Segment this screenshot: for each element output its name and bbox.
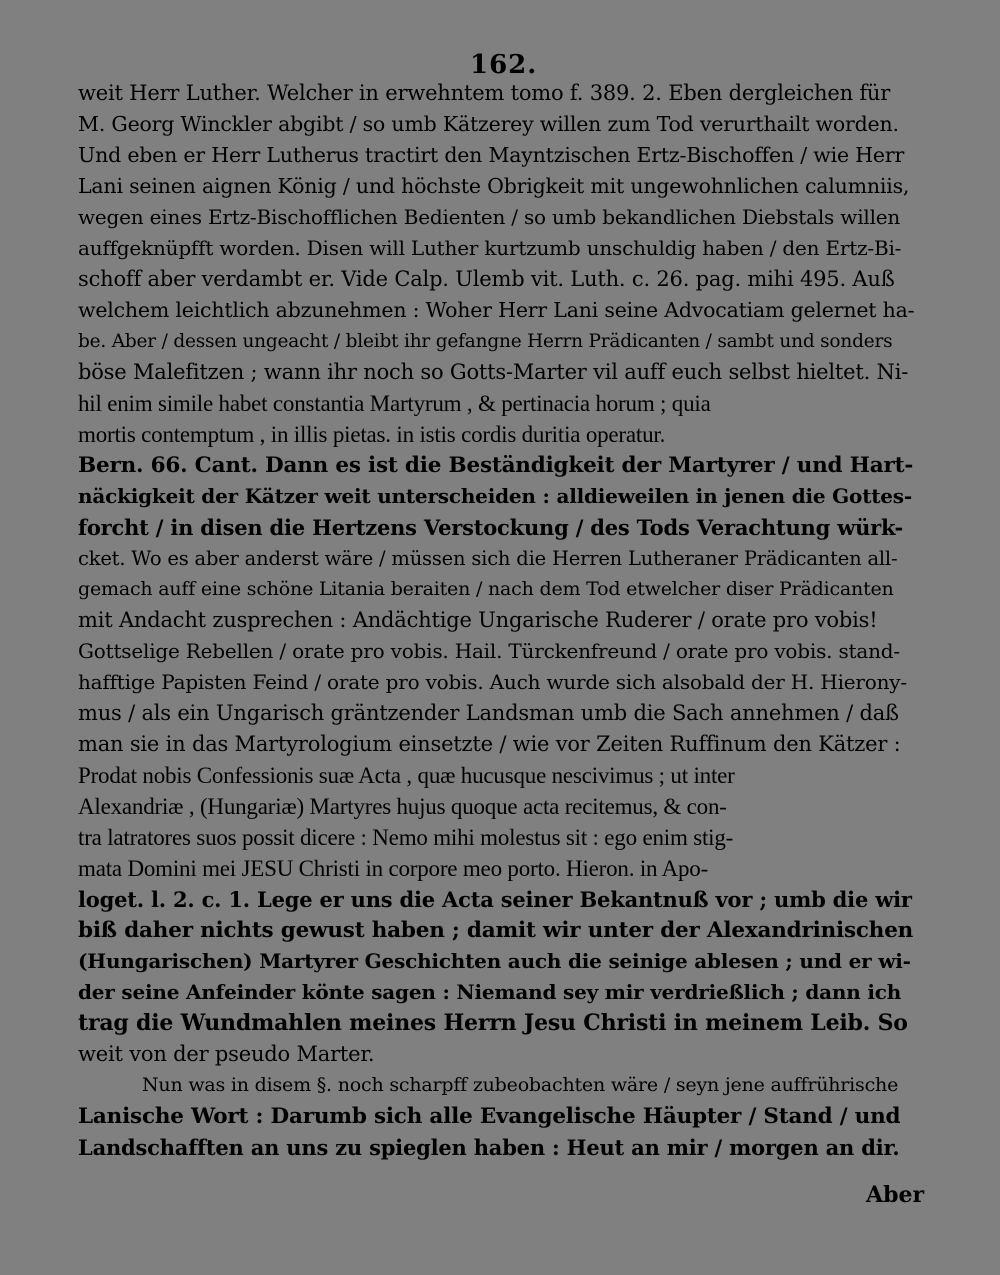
text-line: be. Aber / dessen ungeacht / bleibt ihr gefangne Herrn Prädicanten / sambt und sonders	[78, 331, 893, 352]
text-line: trag die Wundmahlen meines Herrn Jesu Christi in meinem Leib. So	[78, 1010, 908, 1036]
text-line: weit von der pseudo Marter.	[78, 1042, 375, 1066]
text-line: Und eben er Herr Lutherus tractirt den Mayntzischen Ertz-Bischoffen / wie Herr	[78, 143, 905, 167]
text-line: loget. l. 2. c. 1. Lege er uns die Acta seiner Bekantnuß vor ; umb die wir	[78, 887, 912, 912]
text-line: mus / als ein Ungarisch gräntzender Landsman umb die Sach annehmen / daß	[78, 701, 899, 725]
text-line: gemach auff eine schöne Litania beraiten / nach dem Tod etwelcher diser Prädicanten	[78, 578, 894, 600]
text-line: näckigkeit der Kätzer weit unterscheiden : alldieweilen in jenen die Gottes-	[78, 484, 912, 508]
text-line: welchem leichtlich abzunehmen : Woher Herr Lani seine Advocatiam gelernet ha-	[78, 298, 914, 322]
body-text	[78, 78, 914, 1163]
text-line: forcht / in disen die Hertzens Verstockung / des Tods Verachtung würk-	[78, 515, 904, 540]
text-line: cket. Wo es aber anderst wäre / müssen sich die Herren Lutheraner Prädicanten all-	[78, 547, 898, 570]
text-line: Prodat nobis Confessionis suæ Acta , quæ hucusque nescivimus ; ut inter	[78, 763, 735, 788]
text-line: Lani seinen aignen König / und höchste Obrigkeit mit ungewohnlichen calumniis,	[78, 174, 910, 198]
text-line: Bern. 66. Cant. Dann es ist die Beständigkeit der Martyrer / und Hart-	[78, 453, 914, 478]
text-line: Lanische Wort : Darumb sich alle Evangelische Häupter / Stand / und	[78, 1104, 901, 1129]
text-line: auffgeknüpfft worden. Disen will Luther kurtzumb unschuldig haben / den Ertz-Bi-	[78, 236, 902, 260]
text-line: der seine Anfeinder könte sagen : Niemand sey mir verdrießlich ; dann ich	[78, 980, 902, 1004]
text-line: weit Herr Luther. Welcher in erwehntem tomo f. 389. 2. Eben dergleichen für	[78, 81, 891, 105]
text-line: schoff aber verdambt er. Vide Calp. Ulemb vit. Luth. c. 26. pag. mihi 495. Auß	[78, 267, 895, 291]
text-line: Gottselige Rebellen / orate pro vobis. Hail. Türckenfreund / orate pro vobis. stand-	[78, 639, 900, 663]
text-line: böse Malefitzen ; wann ihr noch so Gotts-Marter vil auff euch selbst hieltet. Ni-	[78, 360, 909, 384]
text-line: tra latratores suos possit dicere : Nemo mihi molestus sit : ego enim stig-	[78, 825, 734, 850]
text-line: man sie in das Martyrologium einsetzte / wie vor Zeiten Ruffinum den Kätzer :	[78, 732, 901, 756]
text-line: hil enim simile habet constantia Martyrum , & pertinacia horum ; quia	[78, 391, 711, 416]
text-line: Alexandriæ , (Hungariæ) Martyres hujus quoque acta recitemus, & con-	[78, 794, 727, 819]
text-line: mortis contemptum , in illis pietas. in istis cordis duritia operatur.	[78, 422, 666, 447]
text-line: mit Andacht zusprechen : Andächtige Ungarische Ruderer / orate pro vobis!	[78, 608, 878, 632]
text-line: M. Georg Winckler abgibt / so umb Kätzerey willen zum Tod verurthailt worden.	[78, 112, 899, 136]
text-line: Landschafften an uns zu spieglen haben : Heut an mir / morgen an dir.	[78, 1135, 900, 1160]
text-line: biß daher nichts gewust haben ; damit wir unter der Alexandrinischen	[78, 918, 914, 943]
text-line: mata Domini mei JESU Christi in corpore meo porto. Hieron. in Apo-	[78, 856, 709, 881]
catchword: Aber	[866, 1182, 925, 1208]
text-line: wegen eines Ertz-Bischofflichen Bedienten / so umb bekandlichen Diebstals willen	[78, 205, 901, 229]
text-line: hafftige Papisten Feind / orate pro vobis. Auch wurde sich alsobald der H. Hierony-	[78, 670, 907, 694]
text-line: (Hungarischen) Martyrer Geschichten auch die seinige ablesen ; und er wi-	[78, 949, 911, 973]
text-line: Nun was in disem §. noch scharpff zubeobachten wäre / seyn jene auffrührische	[142, 1074, 899, 1096]
page-number: 162.	[470, 50, 538, 80]
